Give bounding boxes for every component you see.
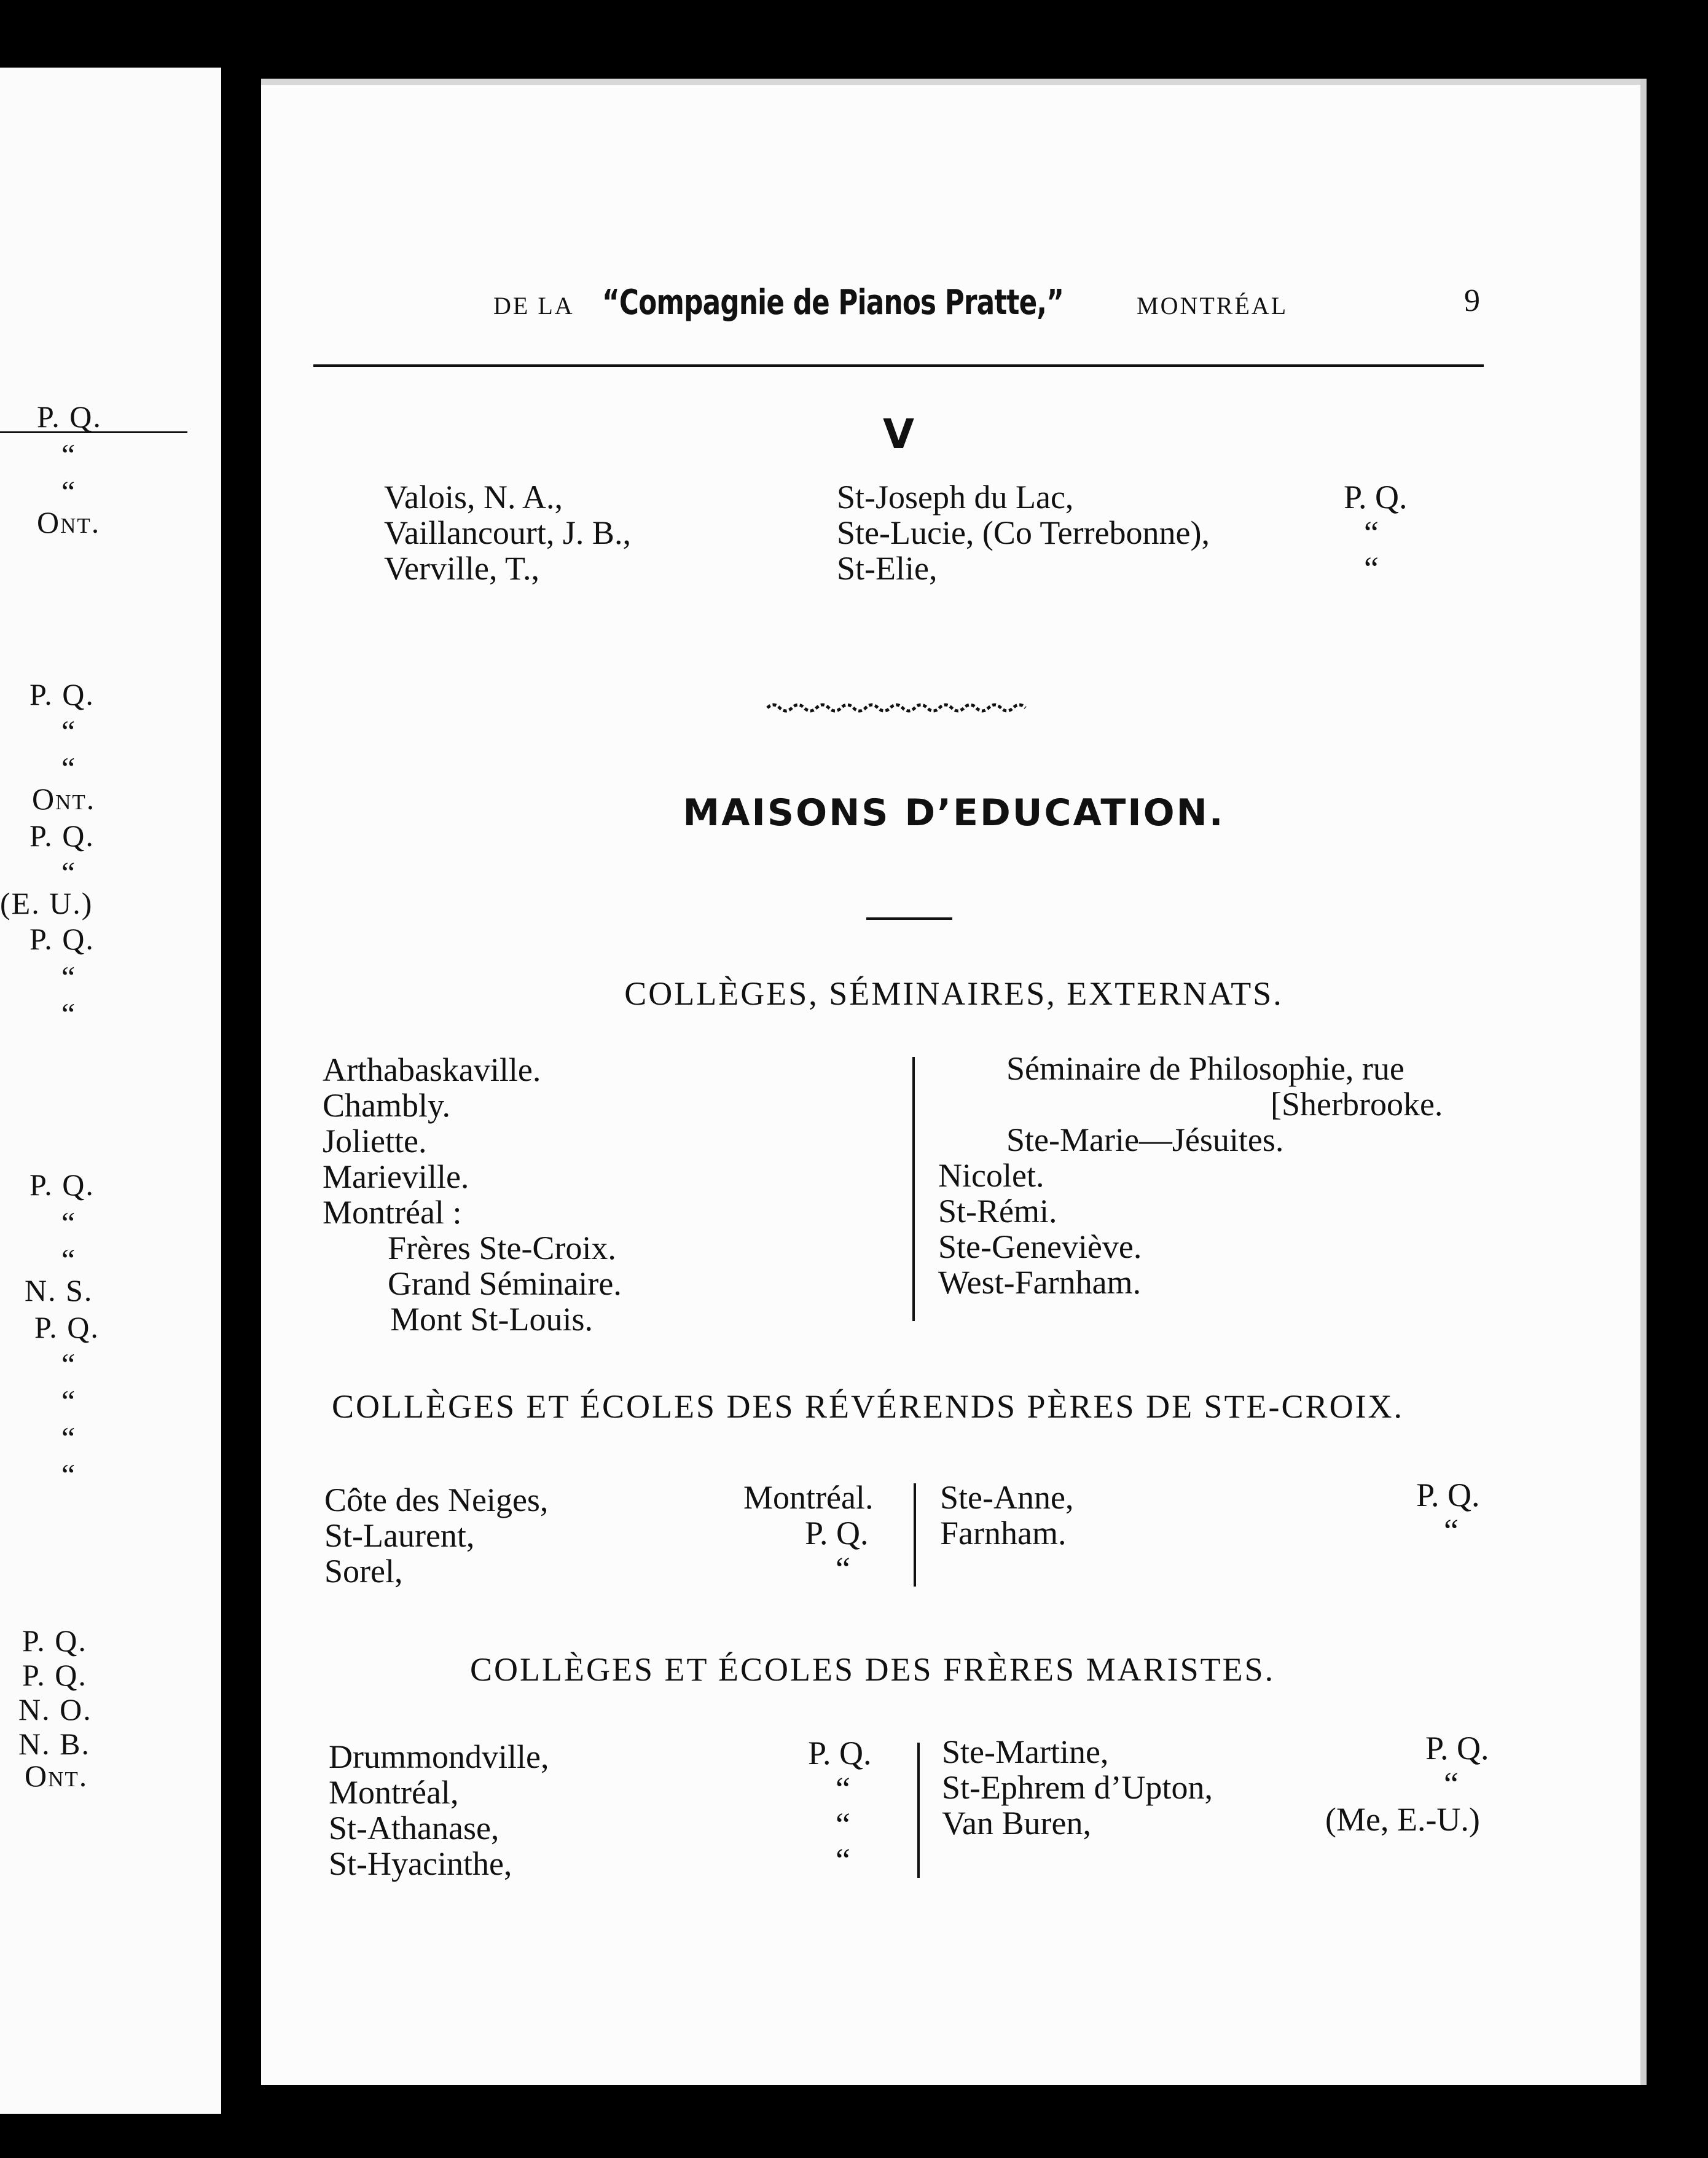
left-line: “ (61, 751, 77, 785)
header-city: MONTRÉAL (1137, 292, 1288, 320)
school-place: Montréal, (329, 1774, 459, 1811)
left-line: Ont. (37, 505, 101, 540)
college-item: West-Farnham. (938, 1264, 1142, 1301)
college-item: Frères Ste-Croix. (388, 1230, 616, 1266)
entry-name: Valois, N. A., (384, 479, 563, 516)
left-line: P. Q. (34, 1310, 100, 1344)
left-line: “ (61, 997, 77, 1031)
school-place: Farnham. (940, 1515, 1067, 1552)
college-item: Séminaire de Philosophie, rue (1006, 1050, 1404, 1087)
left-line: P. Q. (29, 677, 95, 712)
main-page (261, 79, 1647, 2085)
school-place: Drummondville, (329, 1738, 549, 1775)
left-line: N. S. (25, 1273, 93, 1308)
left-line: P. Q. (29, 922, 95, 956)
school-region: P. Q. (1416, 1477, 1480, 1513)
school-place: St-Laurent, (324, 1517, 475, 1554)
school-region: “ (836, 1550, 850, 1587)
left-line: Ont. (32, 782, 96, 816)
left-line: P. Q. (29, 818, 95, 853)
left-line: P. Q. (22, 1623, 87, 1658)
left-line: “ (61, 1421, 77, 1455)
left-line: “ (61, 474, 77, 509)
section-heading: COLLÈGES ET ÉCOLES DES FRÈRES MARISTES. (470, 1651, 1275, 1688)
left-line: P. Q. (37, 399, 102, 434)
college-item: Ste-Geneviève. (938, 1228, 1142, 1265)
column-divider (917, 1743, 920, 1878)
left-line: “ (61, 437, 77, 472)
left-page-fragment (0, 68, 221, 2114)
school-place: St-Ephrem d’Upton, (942, 1769, 1213, 1806)
entry-name: Verville, T., (384, 550, 539, 587)
school-region: P. Q. (1425, 1730, 1489, 1767)
header-prefix: DE LA (493, 292, 574, 320)
college-item: Grand Séminaire. (388, 1265, 622, 1302)
left-line: “ (61, 1347, 77, 1381)
school-place: St-Athanase, (329, 1810, 499, 1846)
school-region: “ (836, 1770, 850, 1807)
college-item: Ste-Marie—Jésuites. (1006, 1121, 1284, 1158)
ornament-divider (765, 699, 1035, 714)
section-heading: COLLÈGES ET ÉCOLES DES RÉVÉRENDS PÈRES DE STE-CROIX. (332, 1388, 1404, 1425)
left-line: “ (61, 1206, 77, 1240)
left-line: Ont. (25, 1759, 88, 1793)
left-line: N. O. (18, 1692, 92, 1727)
school-place: Ste-Anne, (940, 1479, 1074, 1516)
header-rule (313, 364, 1484, 367)
college-item: Mont St-Louis. (390, 1301, 593, 1338)
entry-province: “ (1364, 550, 1379, 587)
left-line: (E. U.) (0, 886, 93, 920)
school-region: “ (1444, 1765, 1459, 1802)
left-line: P. Q. (29, 1167, 95, 1202)
school-region: “ (1444, 1512, 1459, 1549)
school-place: Côte des Neiges, (324, 1481, 549, 1518)
college-item: Arthabaskaville. (323, 1051, 541, 1088)
college-item: Marieville. (323, 1158, 469, 1195)
left-line: “ (61, 714, 77, 748)
left-line: N. B. (18, 1727, 90, 1761)
school-place: Ste-Martine, (942, 1733, 1109, 1770)
school-region: “ (836, 1806, 850, 1843)
college-item: Nicolet. (938, 1157, 1044, 1194)
left-line: “ (61, 855, 77, 890)
school-region: (Me, E.-U.) (1325, 1801, 1480, 1838)
left-line: “ (61, 1384, 77, 1418)
college-item: [Sherbrooke. (1271, 1086, 1443, 1123)
left-line: “ (61, 960, 77, 994)
column-divider (914, 1483, 916, 1587)
college-item: St-Rémi. (938, 1193, 1057, 1230)
school-region: P. Q. (808, 1735, 872, 1772)
left-line: P. Q. (22, 1658, 87, 1692)
header-company: “Compagnie de Pianos Pratte,” (602, 283, 1064, 323)
entry-province: “ (1364, 514, 1379, 551)
left-line: “ (61, 1458, 77, 1492)
title-rule (866, 917, 952, 920)
school-place: Sorel, (324, 1553, 403, 1590)
section-heading: COLLÈGES, SÉMINAIRES, EXTERNATS. (624, 975, 1283, 1012)
school-place: St-Hyacinthe, (329, 1845, 512, 1882)
entry-name: Vaillancourt, J. B., (384, 514, 631, 551)
entry-place: Ste-Lucie, (Co Terrebonne), (837, 514, 1210, 551)
column-divider (912, 1057, 915, 1321)
entry-place: St-Joseph du Lac, (837, 479, 1074, 516)
section-letter: V (883, 410, 915, 458)
school-place: Van Buren, (942, 1805, 1091, 1842)
college-item: Montréal : (323, 1194, 462, 1231)
page-number: 9 (1464, 283, 1480, 318)
school-region: Montréal. (743, 1479, 874, 1516)
school-region: “ (836, 1842, 850, 1878)
entry-place: St-Elie, (837, 550, 938, 587)
college-item: Chambly. (323, 1087, 450, 1124)
left-line: “ (61, 1242, 77, 1277)
school-region: P. Q. (805, 1515, 869, 1552)
college-item: Joliette. (323, 1123, 427, 1159)
main-title: MAISONS D’EDUCATION. (683, 791, 1225, 834)
entry-province: P. Q. (1344, 479, 1408, 516)
